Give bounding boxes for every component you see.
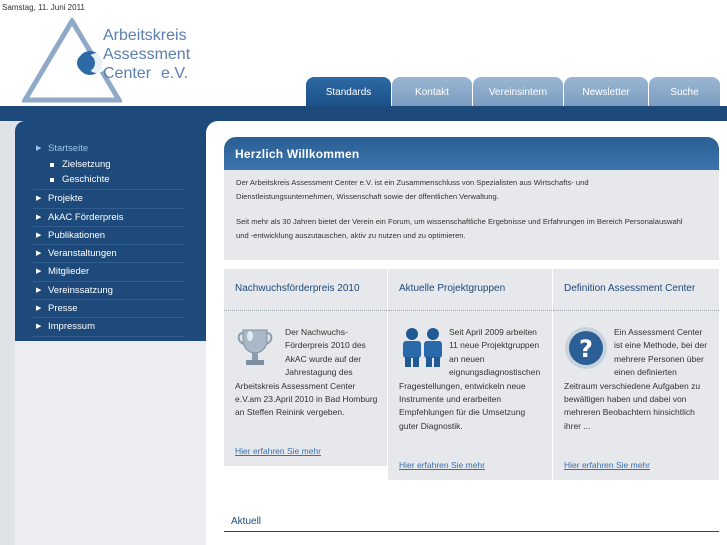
feature-card-projektgruppen <box>388 269 552 480</box>
sidebar-item-foerderpreis[interactable] <box>33 209 185 227</box>
sidebar-item-label: Publikationen <box>48 229 106 241</box>
tab-vereinsintern[interactable]: Vereinsintern <box>473 77 563 107</box>
arrow-right-icon: ▶ <box>36 250 42 258</box>
arrow-right-icon: ▶ <box>36 305 42 313</box>
logo-line-3: Center <box>103 65 152 82</box>
welcome-paragraph-2 <box>236 215 711 243</box>
sidebar-item-projekte[interactable] <box>33 190 185 208</box>
arrow-right-icon: ▶ <box>36 145 42 152</box>
card-more-link[interactable]: Hier erfahren Sie mehr <box>399 460 485 470</box>
sidebar-item-startseite[interactable] <box>33 140 185 158</box>
arrow-right-icon: ▶ <box>36 195 42 203</box>
sidebar-item-vereinssatzung[interactable] <box>33 282 185 300</box>
feature-card-nachwuchs <box>224 269 387 466</box>
sidebar-item-label: Zielsetzung <box>62 159 111 171</box>
logo-line-2: Assessment <box>103 46 191 63</box>
card-text-wrap <box>564 326 709 433</box>
logo-ev: e.V. <box>161 65 189 82</box>
sidebar-item-label: Vereinssatzung <box>48 284 113 296</box>
sidebar-item-zielsetzung[interactable] <box>33 158 185 173</box>
sidebar-item-geschichte[interactable] <box>33 173 185 190</box>
sidebar-item-label: Mitglieder <box>48 266 90 278</box>
tab-standards[interactable]: Standards <box>306 77 391 107</box>
arrow-right-icon: ▶ <box>36 323 42 331</box>
card-title: Aktuelle Projektgruppen <box>399 283 506 294</box>
sidebar-lower-panel <box>15 341 206 545</box>
site-logo[interactable] <box>22 18 202 104</box>
divider <box>388 310 552 311</box>
sidebar-item-label: Impressum <box>48 321 95 333</box>
welcome-p2-line2: und -entwicklung auszutauschen, aktiv zu nutzen und zu optimieren. <box>236 231 466 240</box>
trophy-icon <box>235 326 285 368</box>
bullet-icon <box>50 178 54 182</box>
sidebar-item-presse[interactable] <box>33 300 185 318</box>
feature-columns <box>224 269 719 480</box>
welcome-p1-line2: Dienstleistungsunternehmen, Wissenschaft sowie der öffentlichen Verwaltung. <box>236 192 499 201</box>
sidebar-item-label: Geschichte <box>62 174 110 186</box>
current-date: Samstag, 11. Juni 2011 <box>2 3 85 12</box>
sidebar-nav <box>33 140 185 337</box>
sidebar-item-label: Veranstaltungen <box>48 248 117 260</box>
logo-line-1: Arbeitskreis <box>103 27 187 44</box>
tab-kontakt[interactable]: Kontakt <box>392 77 472 107</box>
divider <box>553 310 719 311</box>
card-title: Definition Assessment Center <box>564 283 696 294</box>
tab-newsletter[interactable]: Newsletter <box>564 77 648 107</box>
arrow-right-icon: ▶ <box>36 268 42 276</box>
welcome-p2-line1: Seit mehr als 30 Jahren bietet der Verein ein Forum, um wissenschaftliche Ergebnisse und Erfahrungen im Bereich Personalauswahl <box>236 217 683 226</box>
card-title: Nachwuchsförderpreis 2010 <box>235 283 360 294</box>
card-text-wrap <box>235 326 380 420</box>
arrow-right-icon: ▶ <box>36 286 42 294</box>
welcome-paragraph-1 <box>236 176 711 204</box>
arrow-right-icon: ▶ <box>36 231 42 239</box>
sidebar-item-mitglieder[interactable] <box>33 263 185 281</box>
sidebar-item-label: AkAC Förderpreis <box>48 211 124 223</box>
corner-decoration-inner <box>206 121 226 141</box>
bullet-icon <box>50 163 54 167</box>
section-title-aktuell: Aktuell <box>231 516 262 527</box>
header-bar <box>0 106 727 121</box>
feature-card-definition <box>553 269 719 480</box>
sidebar-item-label: Presse <box>48 303 78 315</box>
card-text: Der Nachwuchs-Förderpreis 2010 des AkAC wurde auf der Jahrestagung des Arbeitskreis Assessment Center e.V.am 23.April 2010 in Bad Homburg an Steffen Reinink vergeben. <box>235 327 378 418</box>
svg-text:?: ? <box>579 335 593 363</box>
sidebar-item-veranstaltungen[interactable] <box>33 245 185 263</box>
tab-suche[interactable]: Suche <box>649 77 720 107</box>
welcome-title: Herzlich Willkommen <box>235 147 360 161</box>
card-more-link[interactable]: Hier erfahren Sie mehr <box>564 460 650 470</box>
card-text: Ein Assessment Center ist eine Methode, bei der mehrere Personen über einen definierten Zeitraum verschiedene Aufgaben zu bewältigen haben und dabei von mehreren Beobachtern hinsichtlich ihrer ... <box>564 327 708 431</box>
welcome-box <box>224 137 719 260</box>
question-icon <box>564 326 614 368</box>
welcome-p1-line1: Der Arbeitskreis Assessment Center e.V. ist ein Zusammenschluss von Spezialisten aus Wirtschafts- und <box>236 178 589 187</box>
divider <box>224 310 387 311</box>
sidebar-item-label: Startseite <box>48 143 89 154</box>
arrow-right-icon: ▶ <box>36 213 42 221</box>
welcome-header <box>224 137 719 170</box>
divider <box>224 531 719 532</box>
card-text: Seit April 2009 arbeiten 11 neue Projektgruppen an neuen eignungsdiagnostischen Fragestellungen, entwickeln neue Instrumente und erarbeiten Empfehlungen für die Umsetzung guter Diagnostik. <box>399 327 541 431</box>
people-icon <box>399 326 449 368</box>
card-more-link[interactable]: Hier erfahren Sie mehr <box>235 446 321 456</box>
sidebar-item-label: Projekte <box>48 193 83 205</box>
sidebar-item-impressum[interactable] <box>33 318 185 336</box>
sidebar-item-publikationen[interactable] <box>33 227 185 245</box>
main-tabs <box>306 77 720 107</box>
card-text-wrap <box>399 326 544 433</box>
